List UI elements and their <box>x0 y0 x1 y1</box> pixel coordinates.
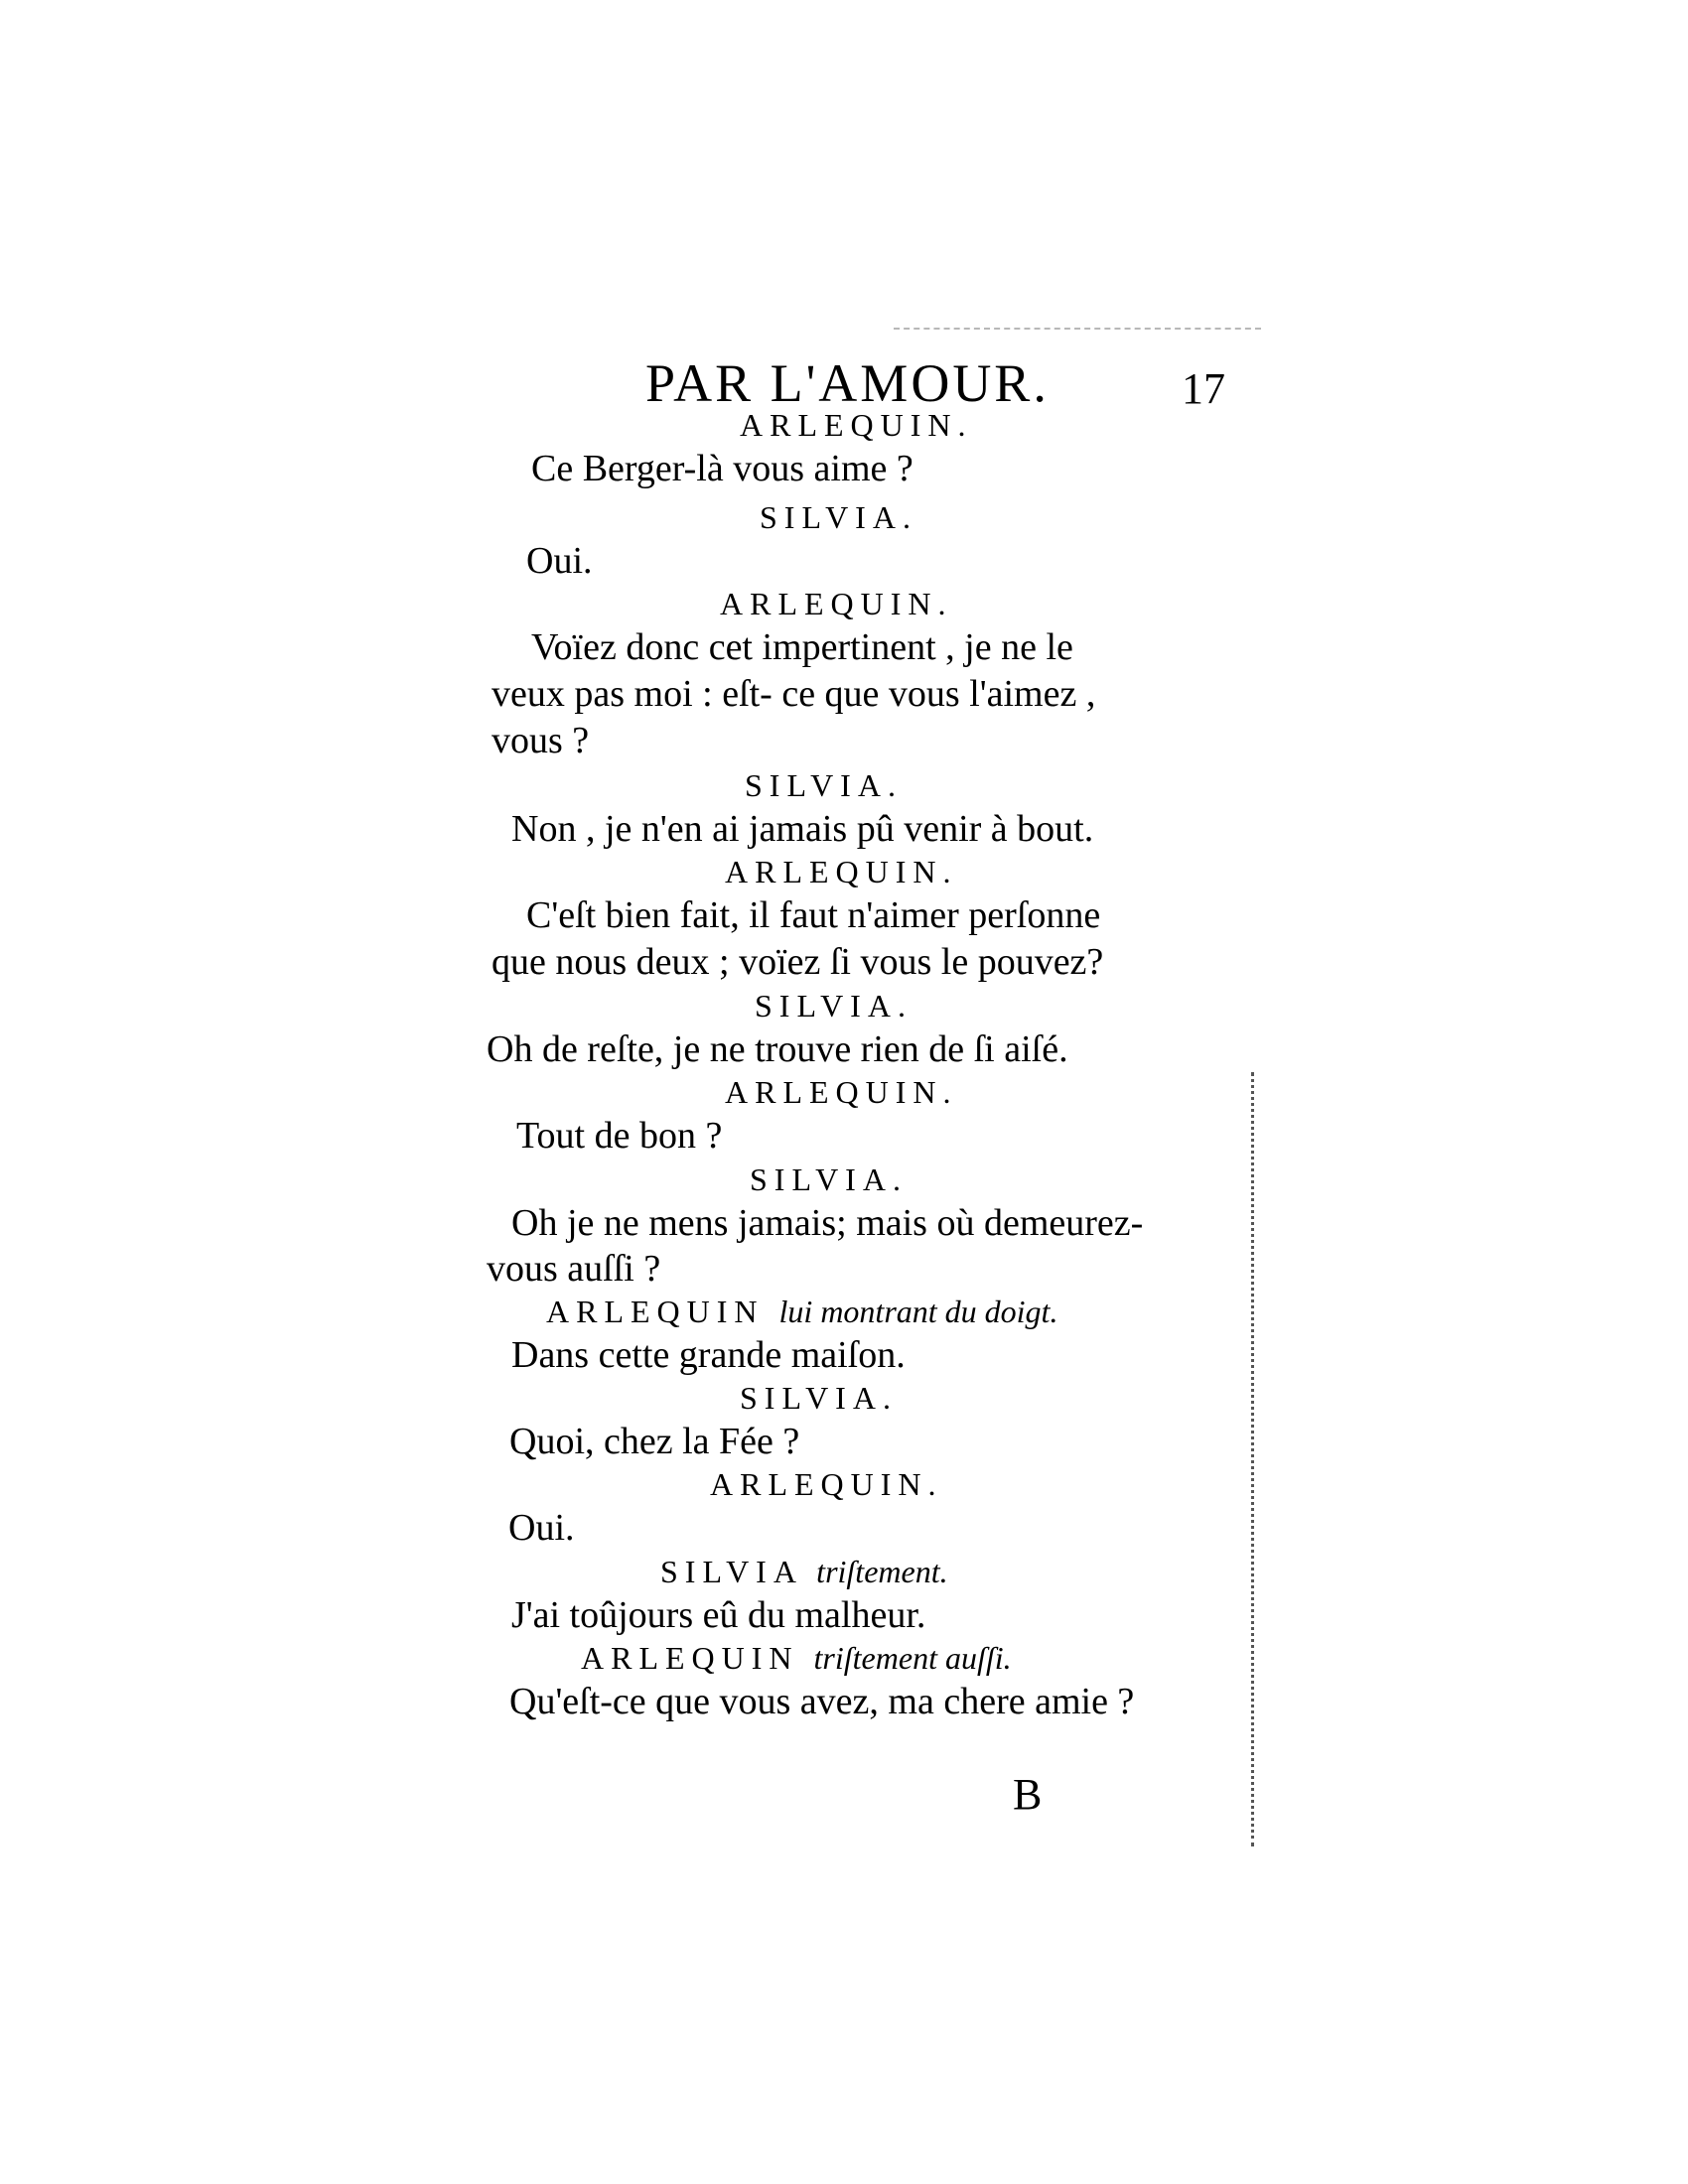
dialogue-line: Non , je n'en ai jamais pû venir à bout. <box>511 808 1094 850</box>
signature-mark: B <box>1013 1770 1043 1819</box>
speaker-name: ARLEQUIN. <box>725 1074 958 1110</box>
dialogue-line: Qu'eſt-ce que vous avez, ma chere amie ? <box>509 1681 1135 1722</box>
dialogue-line: Ce Berger-là vous aime ? <box>531 448 914 489</box>
speaker-name: ARLEQUIN. <box>710 1466 943 1502</box>
dialogue-line: veux pas moi : eſt- ce que vous l'aimez , <box>492 673 1096 715</box>
dialogue-line: Tout de bon ? <box>516 1115 723 1157</box>
speaker-name: ARLEQUIN. <box>725 854 958 889</box>
speaker-name: SILVIA. <box>755 988 913 1024</box>
dialogue-line: vous ? <box>492 720 590 761</box>
dialogue-line: Dans cette grande maiſon. <box>511 1334 906 1376</box>
dialogue-line: Oh je ne mens jamais; mais où demeurez- <box>511 1202 1144 1244</box>
dialogue-line: vous auſſi ? <box>487 1248 661 1290</box>
dialogue-line: que nous deux ; voïez ſi vous le pouvez? <box>492 941 1104 983</box>
speaker-name: SILVIA. <box>750 1161 908 1197</box>
dialogue-line: Oui. <box>508 1507 575 1549</box>
dialogue-line: Voïez donc cet impertinent , je ne le <box>531 626 1073 668</box>
stage-direction: triſtement. <box>816 1554 948 1589</box>
speaker-name: SILVIA. <box>740 1380 898 1416</box>
stage-direction: triſtement auſſi. <box>813 1640 1012 1676</box>
speaker-label: ARLEQUIN <box>581 1640 799 1676</box>
speaker-label: ARLEQUIN <box>546 1294 765 1329</box>
speaker-name: SILVIA. <box>760 499 917 535</box>
speaker-name: ARLEQUIN. <box>740 407 973 443</box>
dialogue-line: J'ai toûjours eû du malheur. <box>511 1594 926 1636</box>
top-rule <box>894 328 1261 330</box>
page-edge-line <box>1251 1072 1254 1846</box>
dialogue-line: C'eſt bien fait, il faut n'aimer perſonne <box>526 894 1101 936</box>
running-title: PAR L'AMOUR. <box>645 353 1050 413</box>
speaker-name: ARLEQUIN. <box>720 586 953 621</box>
speaker-name <box>581 1640 1012 1677</box>
stage-direction: lui montrant du doigt. <box>778 1294 1058 1329</box>
speaker-name <box>660 1554 948 1590</box>
dialogue-line: Oh de reſte, je ne trouve rien de ſi aiſé. <box>487 1028 1068 1070</box>
dialogue-line: Oui. <box>526 540 593 582</box>
speaker-name: SILVIA. <box>745 767 903 803</box>
page-number: 17 <box>1182 364 1225 413</box>
speaker-label: SILVIA <box>660 1554 802 1589</box>
speaker-name <box>546 1294 1057 1330</box>
dialogue-line: Quoi, chez la Fée ? <box>509 1421 800 1462</box>
